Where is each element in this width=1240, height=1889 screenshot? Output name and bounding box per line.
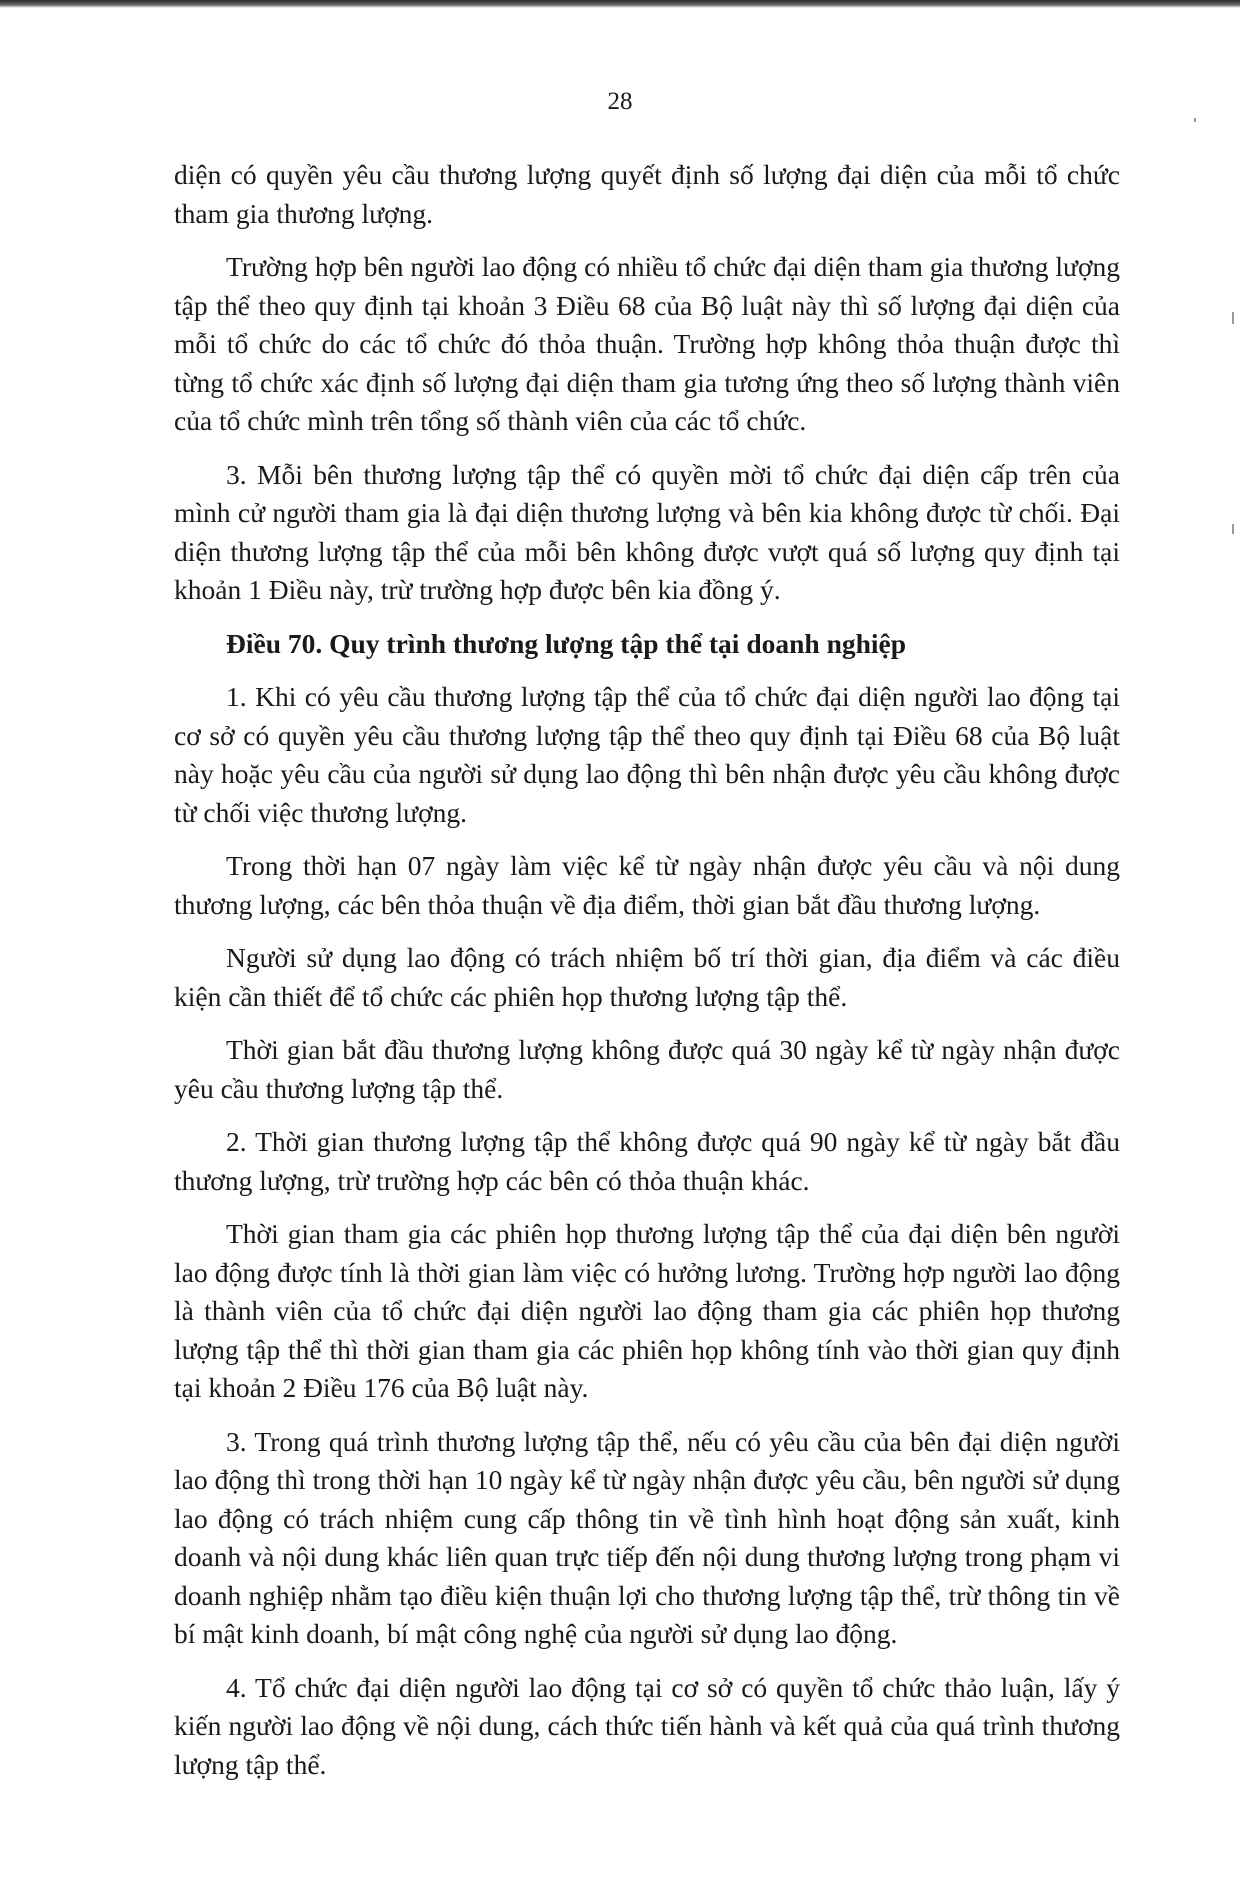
paragraph: Người sử dụng lao động có trách nhiệm bố trí thời gian, địa điểm và các điều kiện cần thiết để tổ chức các phiên họp thương lượng tập thể.: [174, 942, 1120, 1012]
document-body: [174, 156, 1120, 1799]
scan-top-edge: [0, 0, 1240, 8]
page-number: 28: [607, 88, 633, 115]
paragraph: 1. Khi có yêu cầu thương lượng tập thể của tổ chức đại diện người lao động tại cơ sở có quyền yêu cầu thương lượng tập thể theo quy định tại Điều 68 của Bộ luật này hoặc yêu cầu của người sử dụng lao động thì bên nhận được yêu cầu không được từ chối việc thương lượng.: [174, 681, 1120, 828]
paragraph: Thời gian bắt đầu thương lượng không được quá 30 ngày kể từ ngày nhận được yêu cầu thương lượng tập thể.: [174, 1034, 1120, 1104]
paragraph: 3. Mỗi bên thương lượng tập thể có quyền mời tổ chức đại diện cấp trên của mình cử người tham gia là đại diện thương lượng và bên kia không được từ chối. Đại diện thương lượng tập thể của mỗi bên không được vượt quá số lượng quy định tại khoản 1 Điều này, trừ trường hợp được bên kia đồng ý.: [174, 458, 1120, 605]
paragraph: Trong thời hạn 07 ngày làm việc kể từ ngày nhận được yêu cầu và nội dung thương lượng, các bên thỏa thuận về địa điểm, thời gian bắt đầu thương lượng.: [174, 850, 1120, 920]
scan-speck: [1232, 312, 1234, 324]
paragraph: 3. Trong quá trình thương lượng tập thể, nếu có yêu cầu của bên đại diện người lao động thì trong thời hạn 10 ngày kể từ ngày nhận được yêu cầu, bên người sử dụng lao động có trách nhiệm cung cấp thông tin về tình hình hoạt động sản xuất, kinh doanh và nội dung khác liên quan trực tiếp đến nội dung thương lượng trong phạm vi doanh nghiệp nhằm tạo điều kiện thuận lợi cho thương lượng tập thể, trừ thông tin về bí mật kinh doanh, bí mật công nghệ của người sử dụng lao động.: [174, 1425, 1120, 1649]
paragraph: 4. Tổ chức đại diện người lao động tại cơ sở có quyền tổ chức thảo luận, lấy ý kiến người lao động về nội dung, cách thức tiến hành và kết quả của quá trình thương lượng tập thể.: [174, 1671, 1120, 1780]
paragraph: diện có quyền yêu cầu thương lượng quyết định số lượng đại diện của mỗi tổ chức tham gia thương lượng.: [174, 159, 1120, 229]
article-heading: Điều 70. Quy trình thương lượng tập thể tại doanh nghiệp: [226, 627, 907, 659]
scan-speck: [1194, 118, 1196, 122]
paragraph: 2. Thời gian thương lượng tập thể không được quá 90 ngày kể từ ngày bắt đầu thương lượng, trừ trường hợp các bên có thỏa thuận khác.: [174, 1126, 1120, 1196]
scan-speck: [1232, 524, 1234, 534]
paragraph: Thời gian tham gia các phiên họp thương lượng tập thể của đại diện bên người lao động được tính là thời gian làm việc có hưởng lương. Trường hợp người lao động là thành viên của tổ chức đại diện người lao động tham gia các phiên họp thương lượng tập thể thì thời gian tham gia các phiên họp không tính vào thời gian quy định tại khoản 2 Điều 176 của Bộ luật này.: [174, 1218, 1120, 1403]
paragraph: Trường hợp bên người lao động có nhiều tổ chức đại diện tham gia thương lượng tập thể theo quy định tại khoản 3 Điều 68 của Bộ luật này thì số lượng đại diện của mỗi tổ chức do các tổ chức đó thỏa thuận. Trường hợp không thỏa thuận được thì từng tổ chức xác định số lượng đại diện tham gia tương ứng theo số lượng thành viên của tổ chức mình trên tổng số thành viên của các tổ chức.: [174, 251, 1120, 436]
